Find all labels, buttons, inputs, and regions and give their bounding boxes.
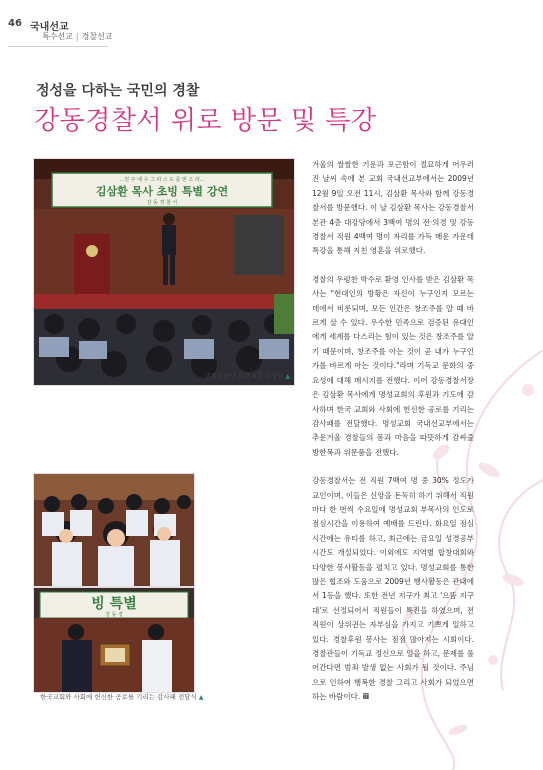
bottom-photo-caption-text: 한국교회와 사회에 헌신한 공로를 기리는 감사패 전달식 bbox=[40, 693, 197, 701]
article-body bbox=[312, 158, 474, 719]
triangle-icon: ▲ bbox=[198, 694, 204, 701]
article-paragraph-3-text: 강동경찰서는 전 직원 7백여 명 중 30% 정도가 교인이며, 이들은 신앙을 돈독히 하기 위해서 직원마다 한 번씩 수요일에 명성교회 부목사의 인도로 점심시간을 이용하여 예배를 드린다. 화요일 점심시간에는 유티를 하고, 최근에는 금요일 성경공부 시간도 개설되었다. 이외에도 지역별 합창대회와 다양한 봉사활동을 펼치고 있다. 명성교회를 통한 많은 협조와 도움으로 2009년 행사활동은 관내에서 1등을 했다. 또한 전년 지구가 최고 '으뜸 지구대'로 선정되어서 직원들이 특진을 하였으며, 전 직원이 상위권는 자부심을 가지고 기쁘게 일하고 있다. 경찰후원 봉사는 점점 많아지는 시회이다. 경찰관들이 기독교 정신으로 일을 하고, 문제를 풀어간다면 범죄 발생 없는 사회가 될 것이다. 주님으로 인하여 행복한 경찰 그리고 사회가 되었으면 하는 바람이다. bbox=[312, 476, 474, 702]
plaque-banner-text: 빙 특별 bbox=[91, 596, 137, 612]
officers-photo bbox=[33, 473, 195, 587]
banner-main-text: 김삼환 목사 초빙 특별 강연 bbox=[95, 185, 229, 198]
lecture-photo-image bbox=[34, 159, 294, 385]
article-paragraph-2: 경찰의 우렁찬 박수로 환영 인사를 받은 김삼환 목사는 "현대인의 방황은 자신이 누구인지 모르는 데에서 비롯되며, 모든 인간은 창조주를 알 때 바르게 살 수 있다. 우수한 민족으로 검증된 유대인에게 세계를 다스리는 힘이 있는 것은 창조주를 알기 때문이며, 창조주를 아는 것이 곧 내가 누구인가를 바르게 아는 것이다."라며 기독교 문화의 중요성에 대해 메시지를 전했다. 이어 강동경찰서장은 김삼환 목사에게 명성교회의 후원과 기도에 감사하며 한국 교회와 사회에 헌신한 공로를 기리는 감사패를 전달했다. 명성교회 국내선교부에서는 추운겨울 경찰들의 몸과 마음을 따뜻하게 감싸줄 방한복과 위문품을 전했다. bbox=[312, 274, 474, 457]
breadcrumb-separator: | bbox=[75, 32, 79, 41]
header-rule bbox=[8, 46, 108, 47]
breadcrumb bbox=[42, 31, 113, 42]
subsection-label: 특수선교 bbox=[42, 32, 73, 41]
banner-top-text: …천 주 예 수 그 리 스 도 를 믿 으 라… bbox=[119, 177, 205, 183]
section-title: 국내선교 bbox=[30, 22, 69, 33]
officers-photo-image bbox=[34, 474, 194, 586]
plaque-banner-sub-text: 강 동 경 bbox=[105, 612, 123, 618]
bottom-photo-caption bbox=[40, 692, 203, 701]
subsection-detail-label: 경찰선교 bbox=[81, 32, 113, 41]
plaque-ceremony-photo-image bbox=[34, 588, 194, 692]
triangle-icon: ▲ bbox=[285, 373, 291, 380]
main-photo-caption bbox=[204, 371, 290, 380]
article-kicker: 정성을 다하는 국민의 경찰 bbox=[36, 83, 200, 99]
article-paragraph-1: 겨울의 쌀쌀한 기운과 포근함이 절묘하게 어우러진 날씨 속에 본 교회 국내선교부에서는 2009년 12월 9일 오전 11시, 김삼환 목사와 함께 강동경찰서를 방문했다. 이 날 김삼환 목사는 강동경찰서 본관 4층 대강당에서 3백여 명의 전·의경 및 강동경찰서 직원 4백여 명이 자리를 가득 메운 가운데 특강을 통해 지친 영혼을 위로했다. bbox=[312, 160, 474, 256]
lecture-photo bbox=[33, 158, 295, 386]
end-mark: ⅲ bbox=[362, 692, 370, 702]
plaque-ceremony-photo bbox=[33, 587, 195, 693]
main-photo-caption-text: 강동경찰서 본관 4층 대강당 bbox=[204, 372, 284, 380]
article-headline: 강동경찰서 위로 방문 및 특강 bbox=[34, 106, 377, 136]
banner-sub-text: 강 동 경 찰 서 bbox=[146, 200, 178, 206]
page-number: 46 bbox=[8, 18, 22, 29]
article-paragraph-3 bbox=[312, 474, 474, 705]
